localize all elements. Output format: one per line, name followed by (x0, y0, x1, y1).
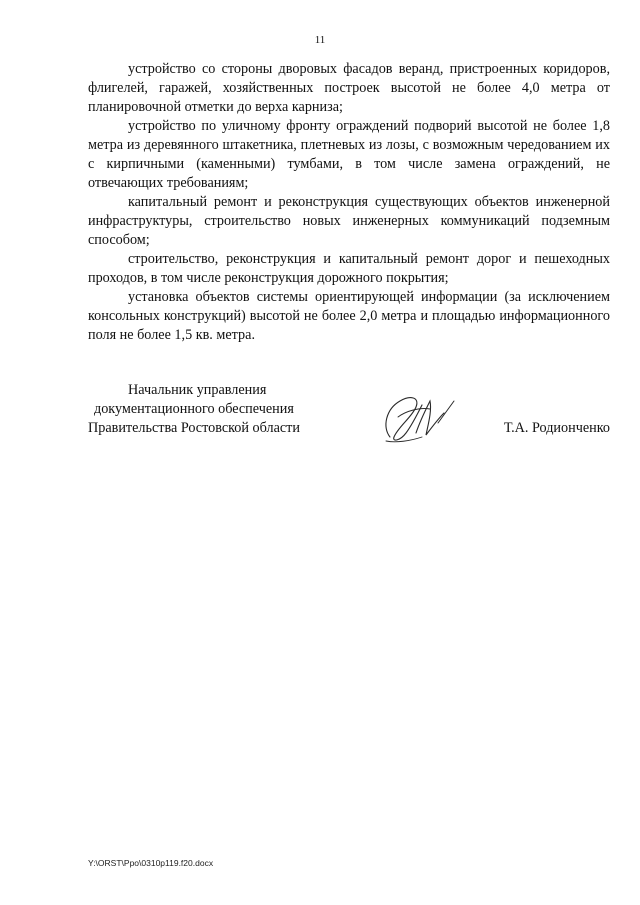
paragraph: строительство, реконструкция и капитальный ремонт дорог и пешеходных проходов, в том числе реконструкция дорожного покрытия; (88, 251, 610, 286)
document-body (88, 60, 610, 345)
handwritten-signature (376, 387, 460, 447)
paragraph: капитальный ремонт и реконструкция существующих объектов инженерной инфраструктуры, строительство новых инженерных коммуникаций подземным способом; (88, 194, 610, 248)
signatory-position-line: документационного обеспечения (94, 401, 294, 417)
signatory-position-line: Начальник управления (128, 382, 267, 398)
paragraph: устройство по уличному фронту ограждений подворий высотой не более 1,8 метра из деревянного штакетника, плетневых из лозы, с возможным чередованием их с кирпичными (каменными) тумбами, в том числе замена ограждений, не отвечающих требованиям; (88, 118, 610, 191)
file-path: Y:\ORST\Ppo\0310p119.f20.docx (88, 858, 214, 868)
page-number: 11 (314, 34, 326, 46)
paragraph: установка объектов системы ориентирующей информации (за исключением консольных конструкций) высотой не более 2,0 метра и площадью информационного поля не более 1,5 кв. метра. (88, 289, 610, 343)
signature-block (88, 381, 610, 441)
paragraph: устройство со стороны дворовых фасадов веранд, пристроенных коридоров, флигелей, гаражей, хозяйственных построек высотой не более 4,0 метра от планировочной отметки до верха карниза; (88, 61, 610, 115)
signatory-position-line: Правительства Ростовской области (88, 420, 300, 436)
signatory-position (88, 381, 328, 438)
signatory-name: Т.А. Родионченко (503, 420, 610, 436)
